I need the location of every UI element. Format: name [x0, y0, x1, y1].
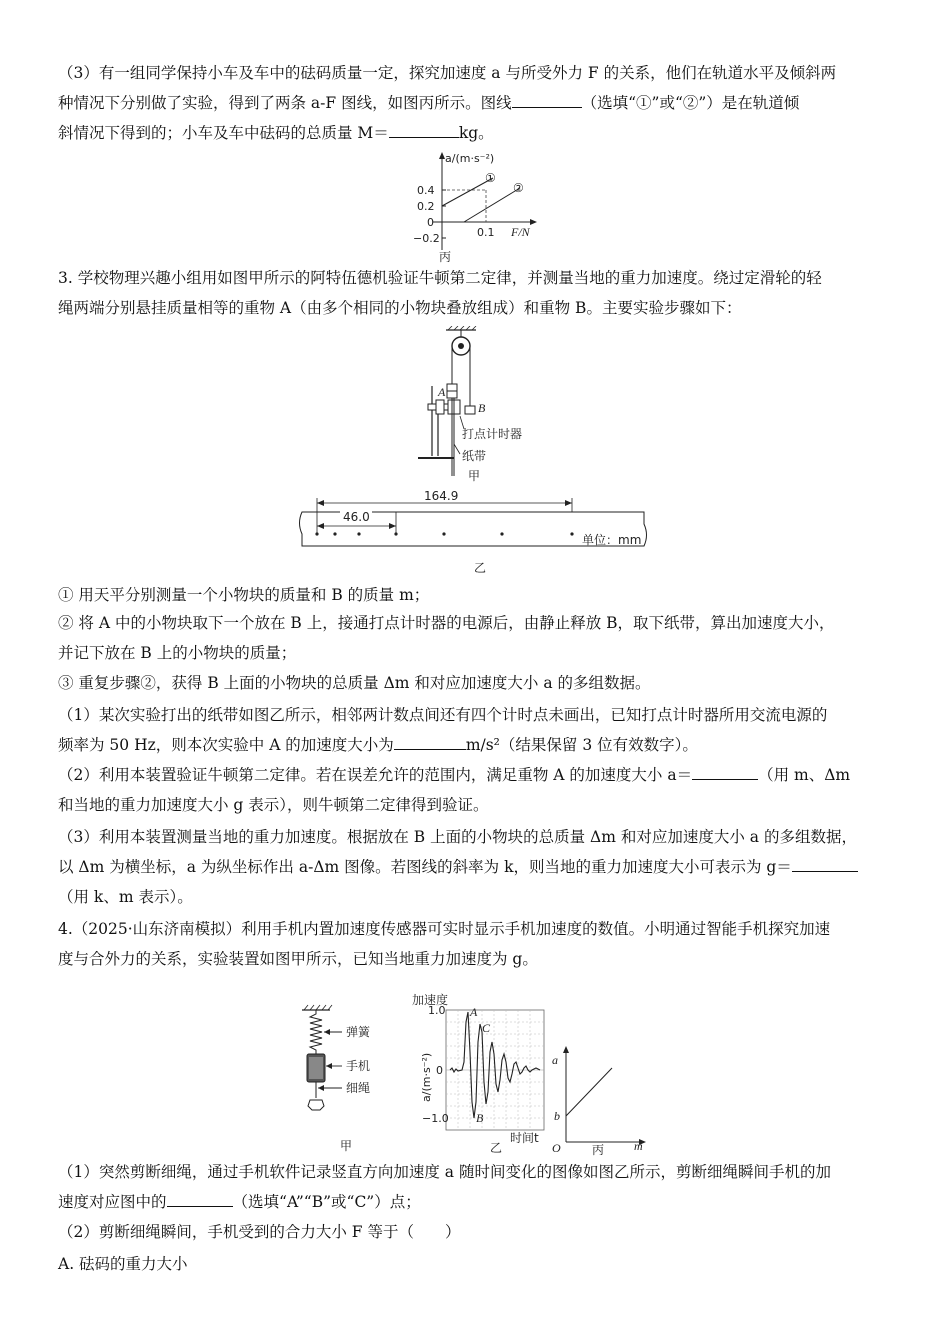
q2-part3-line3-text-a: 斜情况下得到的；小车及车中砝码的总质量 M＝: [58, 124, 389, 142]
y-tick-1.0: 1.0: [428, 1004, 446, 1017]
figure-caption-jia: 甲: [468, 469, 481, 483]
q4-part1-line1: （1）突然剪断细绳，通过手机软件记录竖直方向加速度 a 随时间变化的图像如图乙所示，剪断细绳瞬间手机的加: [58, 1163, 831, 1181]
y-tick-neg1.0: −1.0: [422, 1112, 449, 1125]
q2-part3-line2: [58, 88, 892, 118]
q4-intro-line1: 4.（2025·山东济南模拟）利用手机内置加速度传感器可实时显示手机加速度的数值。小明通过智能手机探究加速: [58, 920, 831, 938]
graph-title: 加速度: [412, 993, 449, 1007]
dist-164.9: 164.9: [424, 489, 459, 503]
q2-part3-line1: （3）有一组同学保持小车及车中的砝码质量一定，探究加速度 a 与所受外力 F 的关系，他们在轨道水平及倾斜两: [58, 64, 837, 82]
q3-part1-line1: （1）某次实验打出的纸带如图乙所示，相邻两计数点间还有四个计时点未画出，已知打点计时器所用交流电源的: [58, 706, 828, 724]
figure-caption-bing: 丙: [439, 250, 452, 264]
dist-46.0: 46.0: [343, 510, 370, 524]
q3-intro-line1: 3. 学校物理兴趣小组用如图甲所示的阿特伍德机验证牛顿第二定律，并测量当地的重力加速度。绕过定滑轮的轻: [58, 269, 822, 287]
q3-part1-text-a: 频率为 50 Hz，则本次实验中 A 的加速度大小为: [58, 736, 394, 754]
label-rope: 细绳: [346, 1081, 371, 1095]
figure-caption-yi: 乙: [474, 561, 487, 575]
q4-part2: （2）剪断细绳瞬间，手机受到的合力大小 F 等于（ ）: [58, 1223, 461, 1241]
weight-icon: [308, 1100, 324, 1110]
q3-part1-line2: [58, 730, 892, 760]
label-O: O: [552, 1141, 561, 1155]
q3-part3-line1: （3）利用本装置测量当地的重力加速度。根据放在 B 上面的小物块的总质量 Δm 和对应加速度大小 a 的多组数据，: [58, 828, 857, 846]
figure4-caption-jia: 甲: [340, 1139, 353, 1152]
q2-part3-line3: [58, 118, 892, 148]
label-spring: 弹簧: [346, 1025, 371, 1039]
y-tick-neg0.2: −0.2: [413, 232, 440, 245]
q3-intro-line2: 绳两端分别悬挂质量相等的重物 A（由多个相同的小物块叠放组成）和重物 B。主要实验步骤如下：: [58, 299, 742, 317]
weight-B: [465, 406, 475, 414]
q4-option-A[interactable]: A. 砝码的重力大小: [58, 1255, 188, 1273]
point-A-label: A: [470, 1005, 478, 1019]
figure-yi-paper-tape: [296, 486, 650, 576]
answer-blank-mass-M[interactable]: [389, 119, 459, 138]
line-1-label: ①: [485, 171, 496, 185]
spring-icon: [310, 1010, 322, 1054]
q4-part1-text-b: （选填“A”“B”或“C”）点；: [232, 1193, 421, 1211]
answer-blank-acceleration[interactable]: [394, 731, 466, 750]
q3-part3-text-a: 以 Δm 为横坐标，a 为纵坐标作出 a-Δm 图像。若图线的斜率为 k，则当地的重力加速度大小可表示为 g＝: [58, 858, 792, 876]
y-tick-0: 0: [427, 216, 434, 229]
answer-blank-point-choice[interactable]: [167, 1188, 233, 1207]
label-timer: 打点计时器: [462, 427, 523, 441]
q3-step2-line2: 并记下放在 B 上的小物块的质量；: [58, 644, 297, 662]
q3-step3: ③ 重复步骤②，获得 B 上面的小物块的总质量 Δm 和对应加速度大小 a 的多组数据。: [58, 674, 651, 692]
q3-part1-text-b: m/s²（结果保留 3 位有效数字）。: [465, 736, 698, 754]
q2-part3-line2-text-a: 种情况下分别做了实验，得到了两条 a-F 图线，如图丙所示。图线: [58, 94, 512, 112]
x-axis-label: F/N: [511, 225, 530, 239]
graph-line-2: [464, 188, 520, 222]
q2-part3-line3-text-b: kg。: [458, 124, 494, 142]
graph-line: [566, 1068, 612, 1116]
q3-step2-line1: ② 将 A 中的小物块取下一个放在 B 上，接通打点计时器的电源后，由静止释放 B，取下纸带，算出加速度大小，: [58, 614, 835, 632]
figure4-caption-yi: 乙: [490, 1141, 503, 1155]
point-C-label: C: [482, 1021, 491, 1035]
line-2-label: ②: [513, 181, 524, 195]
q3-part2-line1: [58, 760, 892, 790]
x-tick-0.1: 0.1: [477, 226, 495, 239]
figure-jia-atwood-machine: [408, 326, 548, 486]
q4-part1-line2: [58, 1187, 892, 1217]
y-axis-label: a/(m·s⁻²): [420, 1052, 433, 1102]
point-B-label: B: [476, 1111, 484, 1125]
q3-part3-line2: [58, 852, 892, 882]
q3-part2-line2: 和当地的重力加速度大小 g 表示），则牛顿第二定律得到验证。: [58, 796, 489, 814]
figure4-bing-a-m-graph: [548, 1046, 648, 1158]
figure4-caption-bing: 丙: [592, 1143, 605, 1157]
q3-part2-text-b: （用 m、Δm: [758, 766, 851, 784]
weight-A: [447, 384, 457, 391]
answer-blank-g-expression[interactable]: [792, 853, 858, 872]
y-axis-label: a/(m·s⁻²): [445, 152, 495, 165]
answer-blank-a-expression[interactable]: [692, 761, 758, 780]
q3-part3-line3: （用 k、m 表示）。: [58, 888, 193, 906]
label-B: B: [478, 401, 486, 415]
label-a: a: [552, 1053, 558, 1067]
figure-bing-af-graph: [405, 150, 545, 265]
figure4-jia-spring-phone: [290, 1002, 410, 1152]
answer-blank-graph-choice[interactable]: [512, 89, 582, 108]
y-tick-0.2: 0.2: [417, 200, 435, 213]
figure4-yi-acceleration-time: [410, 992, 550, 1156]
unit-label: 单位：mm: [582, 533, 642, 547]
q4-intro-line2: 度与合外力的关系，实验装置如图甲所示，已知当地重力加速度为 g。: [58, 950, 538, 968]
label-phone: 手机: [346, 1059, 371, 1073]
q3-step1: ① 用天平分别测量一个小物块的质量和 B 的质量 m；: [58, 586, 430, 604]
q3-part2-text-a: （2）利用本装置验证牛顿第二定律。若在误差允许的范围内，满足重物 A 的加速度大小 a＝: [58, 766, 693, 784]
q2-part3-line2-text-b: （选填“①”或“②”）是在轨道倾: [581, 94, 800, 112]
label-tape: 纸带: [462, 449, 487, 463]
y-tick-0: 0: [436, 1064, 443, 1077]
label-m: m: [634, 1139, 643, 1153]
label-A: A: [438, 385, 446, 399]
label-b: b: [554, 1109, 560, 1123]
y-tick-0.4: 0.4: [417, 184, 435, 197]
x-axis-label: 时间t: [510, 1131, 539, 1145]
q4-part1-text-a: 速度对应图中的: [58, 1193, 167, 1211]
